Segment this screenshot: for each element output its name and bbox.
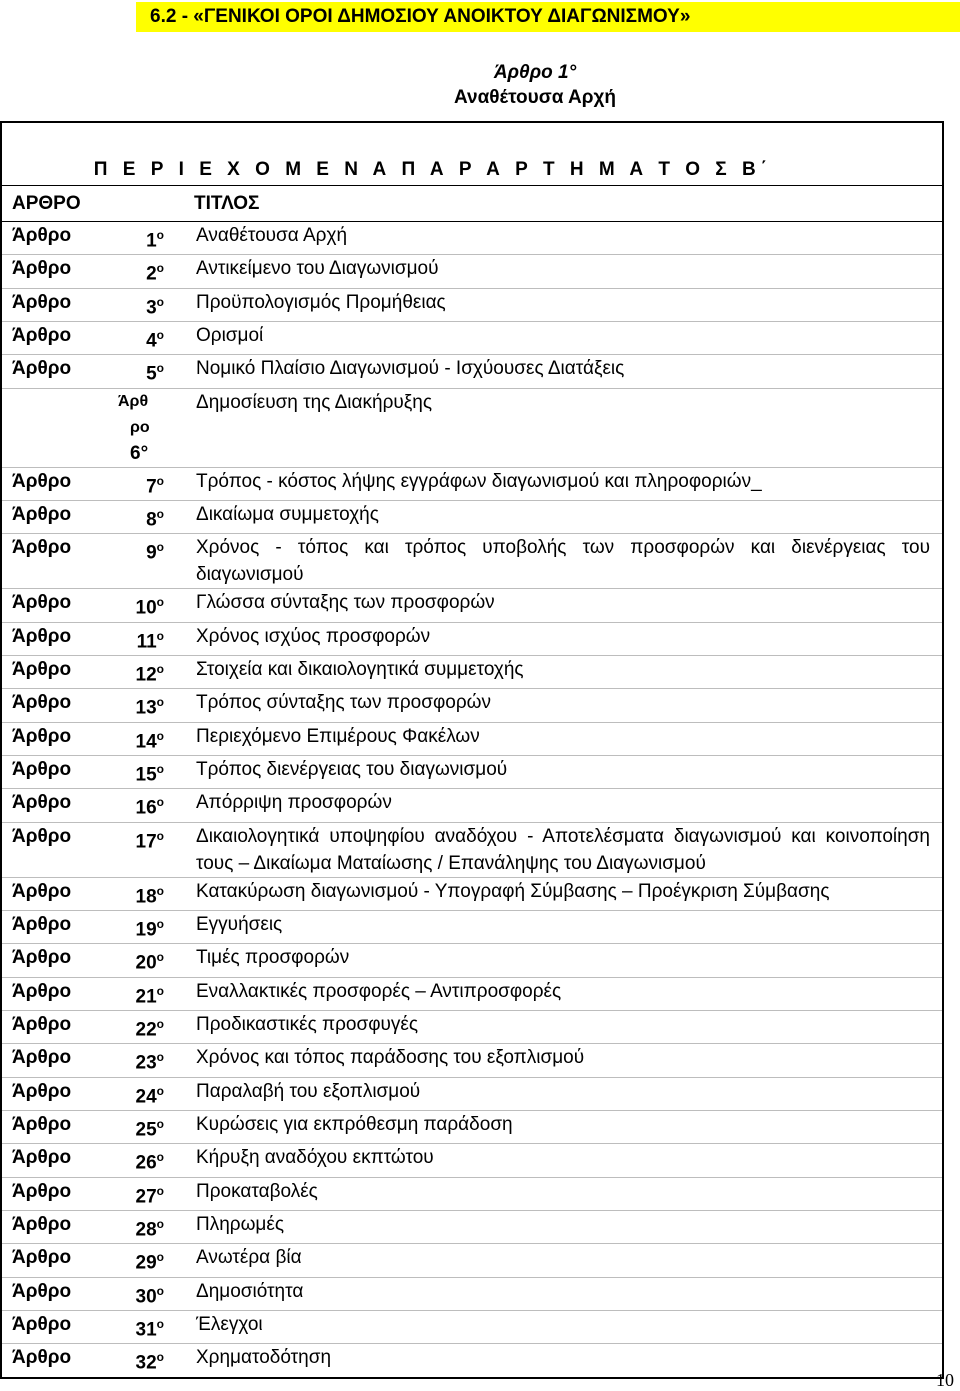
row-article-label: Άρθρο	[1, 722, 96, 755]
row-article-number: $30^o$	[96, 1277, 176, 1310]
header-title: ΤΙΤΛΟΣ	[176, 186, 943, 222]
row-article-title: Χρόνος - τόπος και τρόπος υποβολής των προσφορών και διενέργειας του διαγωνισμού	[176, 534, 943, 589]
ordinal-suffix: ο	[156, 916, 164, 931]
table-row	[1, 288, 943, 321]
ordinal-suffix: ο	[156, 506, 164, 521]
table-row	[1, 877, 943, 910]
ordinal-suffix: ο	[156, 228, 164, 242]
table-row	[1, 589, 943, 622]
table-row	[1, 622, 943, 655]
row-article-number: $1^o$	[96, 222, 176, 255]
table-row	[1, 977, 943, 1010]
table-row	[1, 689, 943, 722]
table-row	[1, 355, 943, 388]
row-article-number: $21^o$	[96, 977, 176, 1010]
ordinal-suffix: ο	[156, 1016, 164, 1031]
row-article-label: Άρθρο	[1, 1244, 96, 1277]
row-article-title: Κυρώσεις για εκπρόθεσμη παράδοση	[176, 1110, 943, 1143]
ordinal-suffix: ο	[156, 1183, 164, 1198]
row-article-label: Άρθρο	[1, 534, 96, 589]
ordinal-suffix: ο	[156, 695, 164, 710]
row-article-label: Άρθρο	[1, 288, 96, 321]
row-article-label: Άρθρο	[1, 355, 96, 388]
row-article-label: Άρθρο	[1, 789, 96, 822]
row-article-number: $14^o$	[96, 722, 176, 755]
row-article-number: $5^o$	[96, 355, 176, 388]
row-article-label: Άρθρο	[1, 321, 96, 354]
row-article-title: Κήρυξη αναδόχου εκπτώτου	[176, 1144, 943, 1177]
table-caption: Π Ε Ρ Ι Ε Χ Ο Μ Ε Ν Α Π Α Ρ Α Ρ Τ Η Μ Α Τ Ο Σ Β΄	[1, 122, 943, 186]
row-article-number: $4^o$	[96, 321, 176, 354]
table-row	[1, 1110, 943, 1143]
ordinal-suffix: ο	[156, 1050, 164, 1065]
row-article-label: Άρθρο	[1, 255, 96, 288]
ordinal-suffix: ο	[156, 628, 164, 643]
row-article-number: $15^o$	[96, 755, 176, 788]
article-subheading: Αναθέτουσα Αρχή	[454, 87, 616, 108]
row-article-title: Περιεχόμενο Επιμέρους Φακέλων	[176, 722, 943, 755]
row-article-title: Χρόνος και τόπος παράδοσης του εξοπλισμού	[176, 1044, 943, 1077]
row-article-title: Τρόπος διενέργειας του διαγωνισμού	[176, 755, 943, 788]
page-number: 10	[936, 1370, 954, 1390]
table-row	[1, 1177, 943, 1210]
table-row	[1, 722, 943, 755]
ordinal-suffix: ο	[156, 1350, 164, 1365]
table-row	[1, 467, 943, 500]
row-article-title: Χρηματοδότηση	[176, 1344, 943, 1378]
row-article-number: $31^o$	[96, 1310, 176, 1343]
table-row	[1, 534, 943, 589]
ordinal-suffix: ο	[156, 828, 164, 843]
article-heading: Άρθρο 1°	[493, 62, 577, 83]
row-article-number: $18^o$	[96, 877, 176, 910]
row-article-label: Άρθρο	[1, 1344, 96, 1378]
row-article-number: $2^o$	[96, 255, 176, 288]
row-article-title: Εναλλακτικές προσφορές – Αντιπροσφορές	[176, 977, 943, 1010]
row-article-number: $22^o$	[96, 1010, 176, 1043]
table-row	[1, 1010, 943, 1043]
row-article-number: $13^o$	[96, 689, 176, 722]
row-article-title: Απόρριψη προσφορών	[176, 789, 943, 822]
row-article-title: Τρόπος σύνταξης των προσφορών	[176, 689, 943, 722]
row-article-label: Άρθρο	[1, 467, 96, 500]
table-row	[1, 655, 943, 688]
row-article-title: Χρόνος ισχύος προσφορών	[176, 622, 943, 655]
ordinal-suffix: ο	[156, 1150, 164, 1165]
ordinal-suffix: ο	[156, 361, 164, 376]
table-row	[1, 1244, 943, 1277]
table-row	[1, 222, 943, 255]
table-row	[1, 255, 943, 288]
ordinal-suffix: ο	[156, 261, 164, 276]
row-article-label: Άρθρο	[1, 822, 96, 877]
table-row	[1, 1044, 943, 1077]
row-article-label: Άρθρο	[1, 910, 96, 943]
table-row-split	[1, 388, 943, 467]
row-article-number: $3^o$	[96, 288, 176, 321]
row-article-label: Άρθρο	[1, 1110, 96, 1143]
ordinal-suffix: ο	[156, 795, 164, 810]
row-article-label: Άρθρο	[1, 589, 96, 622]
row-article-number: $27^o$	[96, 1177, 176, 1210]
row-article-title: Ορισμοί	[176, 321, 943, 354]
ordinal-suffix: ο	[156, 950, 164, 965]
table-row	[1, 500, 943, 533]
split-label-mid: ρο	[130, 418, 150, 436]
row-article-number: $10^o$	[96, 589, 176, 622]
split-label-top: Άρθ	[118, 392, 149, 410]
section-title: 6.2 - «ΓΕΝΙΚΟΙ ΟΡΟΙ ΔΗΜΟΣΙΟΥ ΑΝΟΙΚΤΟΥ ΔΙΑΓΩΝΙΣΜΟΥ»	[150, 6, 691, 27]
row-article-title: Δημοσιότητα	[176, 1277, 943, 1310]
row-article-label: Άρθρο	[1, 944, 96, 977]
ordinal-suffix: ο	[156, 1116, 164, 1131]
caption-row	[1, 122, 943, 186]
ordinal-suffix: ο	[156, 1250, 164, 1265]
row-article-title: Ανωτέρα βία	[176, 1244, 943, 1277]
ordinal-suffix: ο	[156, 540, 164, 555]
table-row	[1, 944, 943, 977]
row-article-label: Άρθρο	[1, 622, 96, 655]
row-article-label: Άρθρο	[1, 222, 96, 255]
row-article-label: Άρθρο	[1, 1277, 96, 1310]
split-article-label	[96, 388, 176, 467]
ordinal-suffix: ο	[156, 661, 164, 676]
row-article-number: $9^o$	[96, 534, 176, 589]
row-article-title: Κατακύρωση διαγωνισμού - Υπογραφή Σύμβασης – Προέγκριση Σύμβασης	[176, 877, 943, 910]
row-article-number: $26^o$	[96, 1144, 176, 1177]
table-row	[1, 789, 943, 822]
table-row	[1, 1344, 943, 1378]
row-article-title: Πληρωμές	[176, 1210, 943, 1243]
row-article-title: Δικαιολογητικά υποψηφίου αναδόχου - Αποτελέσματα διαγωνισμού και κοινοποίηση τους – Δικαίωμα Ματαίωσης / Επανάληψης του Διαγωνισμού	[176, 822, 943, 877]
row-article-number: $19^o$	[96, 910, 176, 943]
row-article-label: Άρθρο	[1, 1310, 96, 1343]
table-row	[1, 1277, 943, 1310]
row-article-number: $28^o$	[96, 1210, 176, 1243]
row-article-label: Άρθρο	[1, 500, 96, 533]
split-spacer	[1, 388, 96, 467]
row-article-number: $16^o$	[96, 789, 176, 822]
row-article-number: $7^o$	[96, 467, 176, 500]
ordinal-suffix: ο	[156, 1283, 164, 1298]
ordinal-suffix: ο	[156, 1216, 164, 1231]
header-article: ΑΡΘΡΟ	[1, 186, 176, 222]
row-article-number: $25^o$	[96, 1110, 176, 1143]
row-article-number: $8^o$	[96, 500, 176, 533]
row-article-title: Εγγυήσεις	[176, 910, 943, 943]
header-row	[1, 186, 943, 222]
split-label-num: 6°	[130, 442, 149, 464]
row-article-title: Γλώσσα σύνταξης των προσφορών	[176, 589, 943, 622]
row-article-title: Αναθέτουσα Αρχή	[176, 222, 943, 255]
contents-table	[0, 121, 944, 1379]
table-row	[1, 1310, 943, 1343]
row-article-title: Αντικείμενο του Διαγωνισμού	[176, 255, 943, 288]
row-article-number: $24^o$	[96, 1077, 176, 1110]
ordinal-suffix: ο	[156, 1316, 164, 1331]
ordinal-suffix: ο	[156, 983, 164, 998]
row-article-label: Άρθρο	[1, 689, 96, 722]
row-article-title: Δικαίωμα συμμετοχής	[176, 500, 943, 533]
row-article-title: Προκαταβολές	[176, 1177, 943, 1210]
row-article-title: Δημοσίευση της Διακήρυξης	[176, 388, 943, 467]
table-row	[1, 1210, 943, 1243]
row-article-number: $29^o$	[96, 1244, 176, 1277]
ordinal-suffix: ο	[156, 883, 164, 898]
row-article-label: Άρθρο	[1, 977, 96, 1010]
row-article-title: Τρόπος - κόστος λήψης εγγράφων διαγωνισμού και πληροφοριών_	[176, 467, 943, 500]
row-article-label: Άρθρο	[1, 1077, 96, 1110]
row-article-label: Άρθρο	[1, 877, 96, 910]
ordinal-suffix: ο	[156, 473, 164, 488]
row-article-number: $12^o$	[96, 655, 176, 688]
row-article-title: Τιμές προσφορών	[176, 944, 943, 977]
row-article-title: Στοιχεία και δικαιολογητικά συμμετοχής	[176, 655, 943, 688]
table-row	[1, 321, 943, 354]
row-article-title: Έλεγχοι	[176, 1310, 943, 1343]
row-article-number: $11^o$	[96, 622, 176, 655]
row-article-title: Προϋπολογισμός Προμήθειας	[176, 288, 943, 321]
row-article-label: Άρθρο	[1, 655, 96, 688]
table-row	[1, 822, 943, 877]
row-article-label: Άρθρο	[1, 1010, 96, 1043]
row-article-label: Άρθρο	[1, 1177, 96, 1210]
row-article-number: $17^o$	[96, 822, 176, 877]
row-article-title: Παραλαβή του εξοπλισμού	[176, 1077, 943, 1110]
ordinal-suffix: ο	[156, 327, 164, 342]
row-article-label: Άρθρο	[1, 1044, 96, 1077]
ordinal-suffix: ο	[156, 728, 164, 743]
row-article-title: Νομικό Πλαίσιο Διαγωνισμού - Ισχύουσες Διατάξεις	[176, 355, 943, 388]
row-article-number: $20^o$	[96, 944, 176, 977]
row-article-label: Άρθρο	[1, 755, 96, 788]
row-article-number: $23^o$	[96, 1044, 176, 1077]
row-article-label: Άρθρο	[1, 1144, 96, 1177]
ordinal-suffix: ο	[156, 595, 164, 610]
ordinal-suffix: ο	[156, 1083, 164, 1098]
table-row	[1, 1077, 943, 1110]
table-row	[1, 910, 943, 943]
ordinal-suffix: ο	[156, 294, 164, 309]
table-row	[1, 755, 943, 788]
table-row	[1, 1144, 943, 1177]
section-banner	[136, 2, 960, 32]
ordinal-suffix: ο	[156, 761, 164, 776]
row-article-label: Άρθρο	[1, 1210, 96, 1243]
row-article-number: $32^o$	[96, 1344, 176, 1378]
row-article-title: Προδικαστικές προσφυγές	[176, 1010, 943, 1043]
